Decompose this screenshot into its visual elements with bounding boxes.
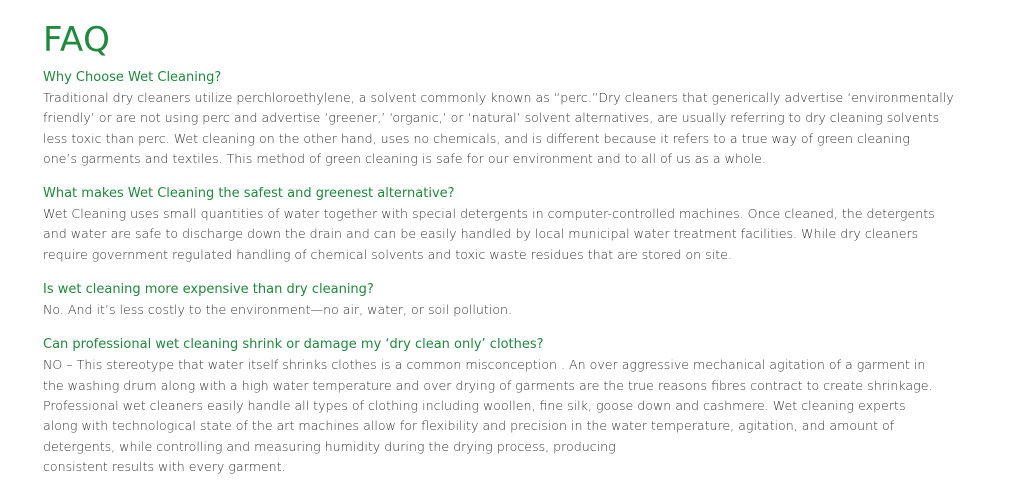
answer-line: less toxic than perc. Wet cleaning on the other hand, uses no chemicals, and is different because it refers to a true way of green cleaning xyxy=(43,130,910,146)
faq-answer xyxy=(43,355,998,477)
faq-item-more-expensive xyxy=(43,280,998,320)
answer-line: one’s garments and textiles. This method of green cleaning is safe for our environment and to all of us as a whole. xyxy=(43,150,766,166)
answer-line: require government regulated handling of chemical solvents and toxic waste residues that are stored on site. xyxy=(43,246,732,262)
answer-line: consistent results with every garment. xyxy=(43,458,286,474)
answer-line: and water are safe to discharge down the drain and can be easily handled by local municipal water treatment facilities. While dry cleaners xyxy=(43,226,919,242)
answer-line: friendly’ or are not using perc and advertise ‘greener,’ ‘organic,’ or ‘natural’ solvent alternatives, are usually referring to dry cleaning solvents xyxy=(43,110,940,126)
faq-answer xyxy=(43,204,998,265)
faq-item-safest-greenest xyxy=(43,184,998,265)
answer-line: Wet Cleaning uses small quantities of water together with special detergents in computer-controlled machines. Once cleaned, the detergents xyxy=(43,206,935,222)
faq-section xyxy=(43,18,998,477)
answer-line: NO – This stereotype that water itself shrinks clothes is a common misconception . An over aggressive mechanical agitation of a garment in xyxy=(43,357,926,373)
answer-line: the washing drum along with a high water temperature and over drying of garments are the true reasons fibres contract to create shrinkage. xyxy=(43,377,933,393)
answer-line: detergents, while controlling and measuring humidity during the drying process, producing xyxy=(43,438,616,454)
answer-line: No. And it’s less costly to the environment—no air, water, or soil pollution. xyxy=(43,302,513,318)
faq-question: Can professional wet cleaning shrink or damage my ‘dry clean only’ clothes? xyxy=(43,337,544,353)
answer-line: Professional wet cleaners easily handle all types of clothing including woollen, fine silk, goose down and cashmere. Wet cleaning experts xyxy=(43,397,906,413)
page-title: FAQ xyxy=(43,20,111,60)
faq-question: Why Choose Wet Cleaning? xyxy=(43,70,222,85)
faq-question: What makes Wet Cleaning the safest and greenest alternative? xyxy=(43,186,455,202)
answer-line: along with technological state of the art machines allow for flexibility and precision in the water temperature, agitation, and amount of xyxy=(43,418,895,434)
faq-answer xyxy=(43,300,998,320)
answer-line: Traditional dry cleaners utilize perchloroethylene, a solvent commonly known as “perc.”Dry cleaners that generically advertise ‘environmentally xyxy=(43,90,954,105)
faq-item-shrink-damage xyxy=(43,335,998,477)
faq-answer xyxy=(43,88,998,169)
faq-item-why-wet-cleaning xyxy=(43,68,998,169)
faq-question: Is wet cleaning more expensive than dry cleaning? xyxy=(43,282,374,298)
